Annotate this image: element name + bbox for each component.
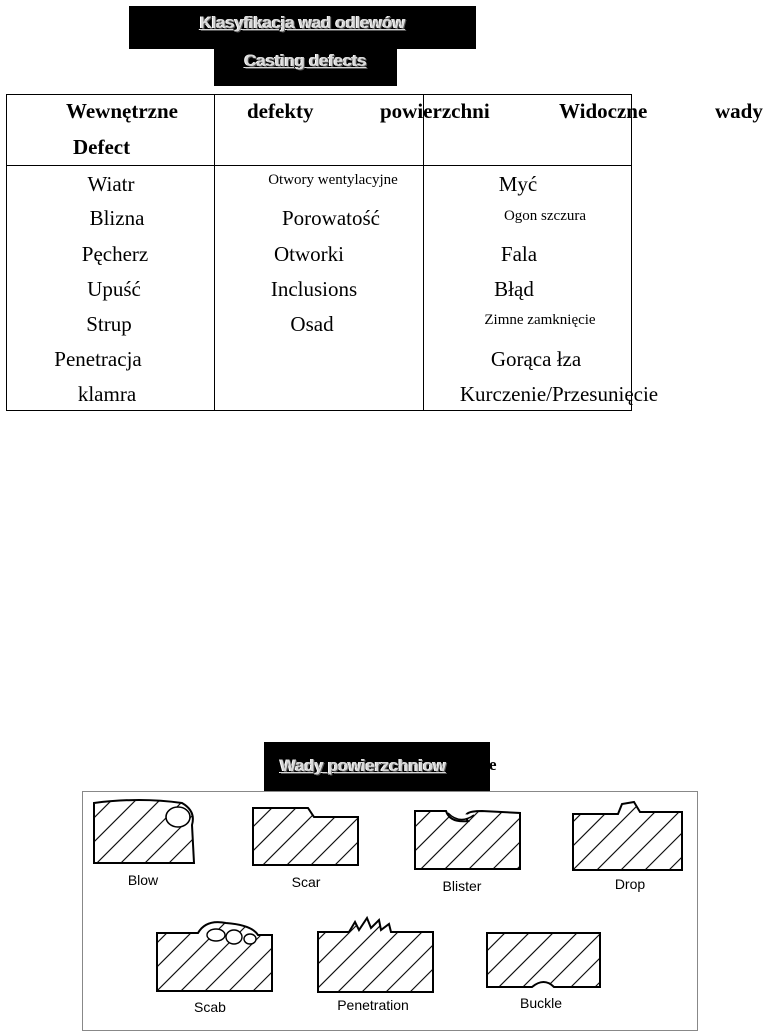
internal-defect-cell: Upuść xyxy=(87,277,141,301)
column-divider xyxy=(214,94,215,411)
surface-defect-cell: Otworki xyxy=(274,242,344,266)
penetration-defect-illustration xyxy=(315,918,440,994)
header-col2-part1: defekty xyxy=(247,99,314,123)
visible-defect-cell: Fala xyxy=(500,242,538,266)
surface-defect-cell: Porowatość xyxy=(282,206,380,230)
scar-defect-illustration xyxy=(250,805,365,867)
blister-label: Blister xyxy=(442,878,482,894)
blow-defect-illustration xyxy=(90,797,200,869)
header-col1-line1: Wewnętrzne xyxy=(66,99,178,123)
header-divider xyxy=(6,165,632,166)
visible-defect-cell: Ogon szczura xyxy=(503,208,587,224)
surface-defect-cell: Osad xyxy=(290,312,334,336)
header-col3-part2: wady xyxy=(715,99,763,123)
surface-defects-banner: Wady powierzchniow xyxy=(264,742,490,791)
scab-defect-illustration xyxy=(154,921,280,993)
section-subtitle-banner: Casting defects xyxy=(214,44,397,86)
buckle-defect-illustration xyxy=(484,929,606,991)
surface-defects-banner-tail: e xyxy=(489,755,497,774)
visible-defect-cell: Zimne zamknięcie xyxy=(484,312,596,328)
penetration-label: Penetration xyxy=(337,997,409,1013)
internal-defect-cell: Wiatr xyxy=(87,172,135,196)
internal-defect-cell: klamra xyxy=(77,382,137,406)
visible-defect-cell: Gorąca łza xyxy=(490,347,582,371)
header-col1-line2: Defect xyxy=(73,135,131,159)
internal-defect-cell: Penetracja xyxy=(54,347,142,371)
visible-defect-cell: Myć xyxy=(498,172,538,196)
visible-defect-cell: Kurczenie/Przesunięcie xyxy=(459,382,659,406)
scab-label: Scab xyxy=(194,999,226,1015)
internal-defect-cell: Pęcherz xyxy=(81,242,149,266)
drop-label: Drop xyxy=(614,876,646,892)
surface-defect-cell: Otwory wentylacyjne xyxy=(268,172,398,188)
visible-defect-cell: Błąd xyxy=(494,277,534,301)
surface-defect-cell: Inclusions xyxy=(270,277,358,301)
scar-label: Scar xyxy=(291,874,321,890)
header-col2-part2: powierzchni xyxy=(380,99,490,123)
column-divider xyxy=(423,94,424,411)
header-col3-part1: Widoczne xyxy=(559,99,648,123)
drop-defect-illustration xyxy=(570,800,688,872)
blister-defect-illustration xyxy=(412,805,527,871)
internal-defect-cell: Strup xyxy=(86,312,132,336)
internal-defect-cell: Blizna xyxy=(89,206,145,230)
section-title-banner: Klasyfikacja wad odlewów xyxy=(129,6,476,49)
buckle-label: Buckle xyxy=(519,995,563,1011)
blow-label: Blow xyxy=(127,872,159,888)
